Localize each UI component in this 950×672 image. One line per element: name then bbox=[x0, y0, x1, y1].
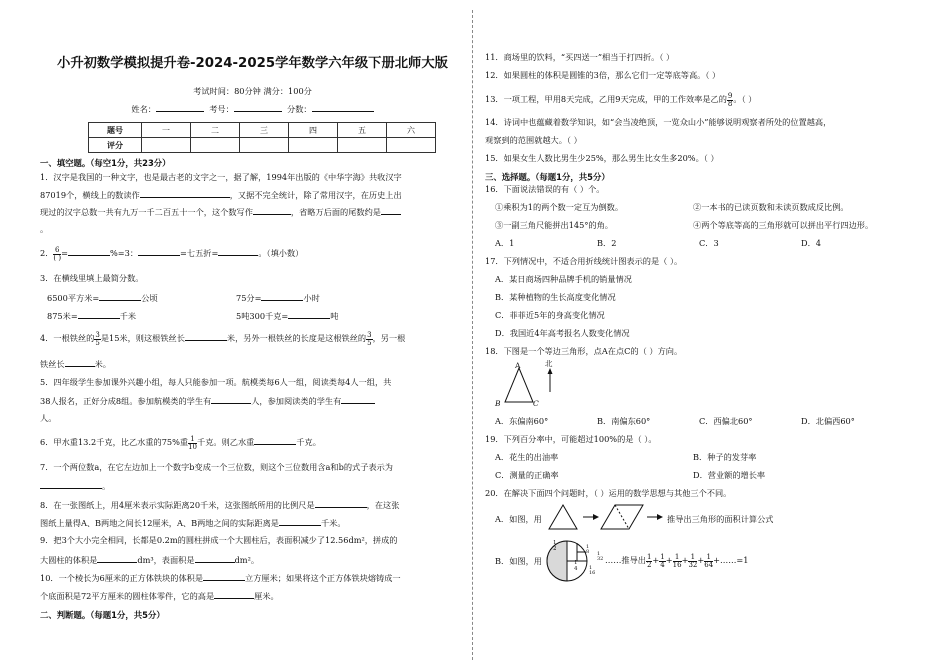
q20-b-series: ……推导出 $\frac{1}{2}$ + $\frac{1}{4}$ + $\frac{1}{16}$ + $\frac{1}{32}$ + $\frac{1}{64}$ +……=1 bbox=[605, 552, 749, 569]
section-2-heading: 二、判断题。（每题1分，共5分） bbox=[40, 610, 165, 620]
q19-option-a[interactable]: A．花生的出油率 bbox=[495, 452, 559, 462]
q5-line-b: 38人报名，正好分成8组。参加航模类的学生有 人，参加阅读类的学生有 bbox=[40, 395, 375, 407]
q17-option-b[interactable]: B．某种植物的生长高度变化情况 bbox=[495, 292, 616, 302]
score-cell[interactable] bbox=[191, 138, 240, 153]
left-column bbox=[40, 0, 465, 672]
q16-stmt-3: ③一副三角尺能拼出145°的角。 bbox=[495, 220, 613, 230]
score-table-head: 题号 bbox=[89, 123, 142, 138]
q18-option-a[interactable]: A．东偏南60° bbox=[495, 416, 549, 426]
score-table bbox=[88, 122, 436, 153]
circle-label-eighth: 1 8 bbox=[586, 544, 590, 555]
q16-option-b[interactable]: B．2 bbox=[597, 238, 617, 248]
q18-option-b[interactable]: B．南偏东60° bbox=[597, 416, 651, 426]
col-2: 二 bbox=[191, 123, 240, 138]
q3-b: 75分= 小时 bbox=[236, 293, 320, 303]
col-5: 五 bbox=[338, 123, 387, 138]
q16-stmt-4: ④两个等底等高的三角形就可以拼出平行四边形。 bbox=[693, 220, 874, 230]
q19-option-d[interactable]: D．营业额的增长率 bbox=[693, 470, 766, 480]
section-1-heading: 一、填空题。（每空1分，共23分） bbox=[40, 158, 171, 168]
triangle-to-parallelogram-diagram bbox=[547, 503, 677, 533]
q8-line-b: 图纸上量得A、B两地之间长12厘米，A、B两地之间的实际距离是 千米。 bbox=[40, 518, 346, 528]
q16-option-a[interactable]: A．1 bbox=[495, 238, 515, 248]
q10-line-b: 个底面积是72平方厘米的圆柱体零件，它的高是 厘米。 bbox=[40, 591, 279, 601]
q16-option-d[interactable]: D．4 bbox=[801, 238, 821, 248]
circle-label-half: 1 2 bbox=[553, 540, 557, 552]
q16: 16．下面说法错误的有（ ）个。 bbox=[485, 184, 605, 194]
q2: 2． $\frac{6}{( )}$ = %=3： =七五折= 。（填小数） bbox=[40, 245, 304, 262]
q19: 19．下列百分率中，可能超过100%的是（ ）。 bbox=[485, 434, 657, 444]
q1-line-d: 。 bbox=[40, 224, 49, 234]
student-fields bbox=[40, 103, 465, 115]
circle-label-quarter: 1 4 bbox=[574, 560, 578, 572]
q20-a-label: A．如图，用 bbox=[495, 514, 542, 524]
score-row-head: 评分 bbox=[89, 138, 142, 153]
q18-option-d[interactable]: D．北偏西60° bbox=[801, 416, 855, 426]
q14-line-b: 观察到的范围就越大。（ ） bbox=[485, 135, 582, 145]
score-cell[interactable] bbox=[387, 138, 436, 153]
right-column bbox=[485, 0, 915, 672]
q17-option-d[interactable]: D．我国近4年高考报名人数变化情况 bbox=[495, 328, 630, 338]
q18: 18．下图是一个等边三角形，点A在点C的（ ）方向。 bbox=[485, 346, 683, 356]
q6: 6．甲水重13.2千克，比乙水重的75%重 $\frac{1}{10}$ 千克。则乙水重 千克。 bbox=[40, 434, 321, 451]
triangle-label-a: A bbox=[515, 361, 521, 370]
q14-line-a: 14．诗词中也蕴藏着数学知识，如“会当凌绝顶，一览众山小”能够说明观察者所处的位置越高， bbox=[485, 117, 832, 127]
number-label: 考号： bbox=[209, 104, 234, 114]
q7-line-a: 7．一个两位数a，在它左边加上一个数字b变成一个三位数，则这个三位数用含a和b的式子表示为 bbox=[40, 462, 393, 472]
q3-a: 6500平方米= 公顷 bbox=[47, 293, 158, 303]
col-3: 三 bbox=[240, 123, 289, 138]
q19-option-b[interactable]: B．种子的发芽率 bbox=[693, 452, 757, 462]
q4-line-a: 4．一根铁丝的 $\frac{3}{5}$ 是15米，则这根铁丝长 米，另外一根铁丝的长度是这根铁丝的 $\frac{3}{5}$ ，另一根 bbox=[40, 330, 406, 347]
q11: 11．商场里的饮料，“买四送一”相当于打四折。（ ） bbox=[485, 52, 675, 62]
q13: 13．一项工程，甲用8天完成，乙用9天完成，甲的工作效率是乙的 $\frac{9}{8}$ 。（ ） bbox=[485, 91, 757, 108]
col-1: 一 bbox=[142, 123, 191, 138]
q20-b-label: B．如图，用 bbox=[495, 556, 542, 566]
exam-info: 考试时间：80分钟 满分：100分 bbox=[193, 86, 312, 96]
q10-line-a: 10．一个棱长为6厘米的正方体铁块的体积是 立方厘米；如果将这个正方体铁块熔铸成一 bbox=[40, 573, 401, 583]
q5-line-c: 人。 bbox=[40, 413, 57, 423]
q7-line-b: 。 bbox=[40, 480, 110, 492]
q3-c: 875米= 千米 bbox=[47, 311, 137, 321]
q3-d: 5吨300千克= 吨 bbox=[236, 311, 339, 321]
page-title: 小升初数学模拟提升卷-2024-2025学年数学六年级下册北师大版 bbox=[57, 56, 448, 71]
section-3-heading: 三、选择题。（每题1分，共5分） bbox=[485, 172, 610, 182]
number-blank[interactable] bbox=[234, 103, 282, 112]
q17-option-c[interactable]: C．菲菲近5年的身高变化情况 bbox=[495, 310, 605, 320]
q3: 3．在横线里填上最简分数。 bbox=[40, 273, 144, 283]
score-blank[interactable] bbox=[312, 103, 374, 112]
circle-label-thirtysecond: 1 32 bbox=[597, 551, 604, 562]
q9-line-a: 9．把3个大小完全相同，长都是0.2m的圆柱拼成一个大圆柱后，表面积减少了12.56dm²，拼成的 bbox=[40, 535, 398, 545]
q16-stmt-1: ①乘积为1的两个数一定互为倒数。 bbox=[495, 202, 624, 212]
q8-line-a: 8．在一张图纸上，用4厘米表示实际距离20千米，这张图纸所用的比例尺是 ，在这张 bbox=[40, 500, 400, 510]
name-label: 姓名： bbox=[131, 104, 156, 114]
q4-line-b: 铁丝长 米。 bbox=[40, 359, 111, 369]
q17-option-a[interactable]: A．某日商场四种品牌手机的销量情况 bbox=[495, 274, 632, 284]
col-6: 六 bbox=[387, 123, 436, 138]
q15: 15．如果女生人数比男生少25%，那么男生比女生多20%。（ ） bbox=[485, 153, 719, 163]
score-cell[interactable] bbox=[289, 138, 338, 153]
col-4: 四 bbox=[289, 123, 338, 138]
q18-option-c[interactable]: C．西偏北60° bbox=[699, 416, 753, 426]
triangle-label-c: C bbox=[533, 399, 539, 408]
name-blank[interactable] bbox=[156, 103, 204, 112]
q1-line-c: 现过的汉字总数一共有九万一千二百五十一个，这个数写作 ，省略万后面的尾数约是 bbox=[40, 206, 401, 218]
page-divider bbox=[472, 10, 473, 660]
q20: 20．在解决下面四个问题时，（ ）运用的数学思想与其他三个不同。 bbox=[485, 488, 732, 498]
score-cell[interactable] bbox=[240, 138, 289, 153]
triangle-label-b: B bbox=[495, 399, 501, 408]
q20-a-text: 推导出三角形的面积计算公式 bbox=[667, 514, 774, 524]
north-label: 北 bbox=[545, 359, 553, 368]
score-label: 分数： bbox=[287, 104, 312, 114]
q12: 12．如果圆柱的体积是圆锥的3倍，那么它们一定等底等高。（ ） bbox=[485, 70, 721, 80]
circle-label-sixteenth: 1 16 bbox=[589, 565, 596, 576]
q16-stmt-2: ②一本书的已读页数和未读页数成反比例。 bbox=[693, 202, 849, 212]
q16-option-c[interactable]: C．3 bbox=[699, 238, 719, 248]
score-cell[interactable] bbox=[142, 138, 191, 153]
q1-line-a: 1．汉字是我国的一种文字，也是最古老的文字之一，据了解，1994年出版的《中华字海》共收汉字 bbox=[40, 172, 402, 182]
q1-line-b: 87019个，横线上的数读作 ，又据不完全统计，除了常用汉字，在历史上出 bbox=[40, 190, 402, 200]
q17: 17．下列情况中，不适合用折线统计图表示的是（ ）。 bbox=[485, 256, 683, 266]
q5-line-a: 5．四年级学生参加课外兴趣小组，每人只能参加一项。航模类每6人一组，阅读类每4人一组，共 bbox=[40, 377, 392, 387]
score-cell[interactable] bbox=[338, 138, 387, 153]
q9-line-b: 大圆柱的体积是 dm³，表面积是 dm²。 bbox=[40, 555, 260, 565]
q19-option-c[interactable]: C．测量的正确率 bbox=[495, 470, 559, 480]
